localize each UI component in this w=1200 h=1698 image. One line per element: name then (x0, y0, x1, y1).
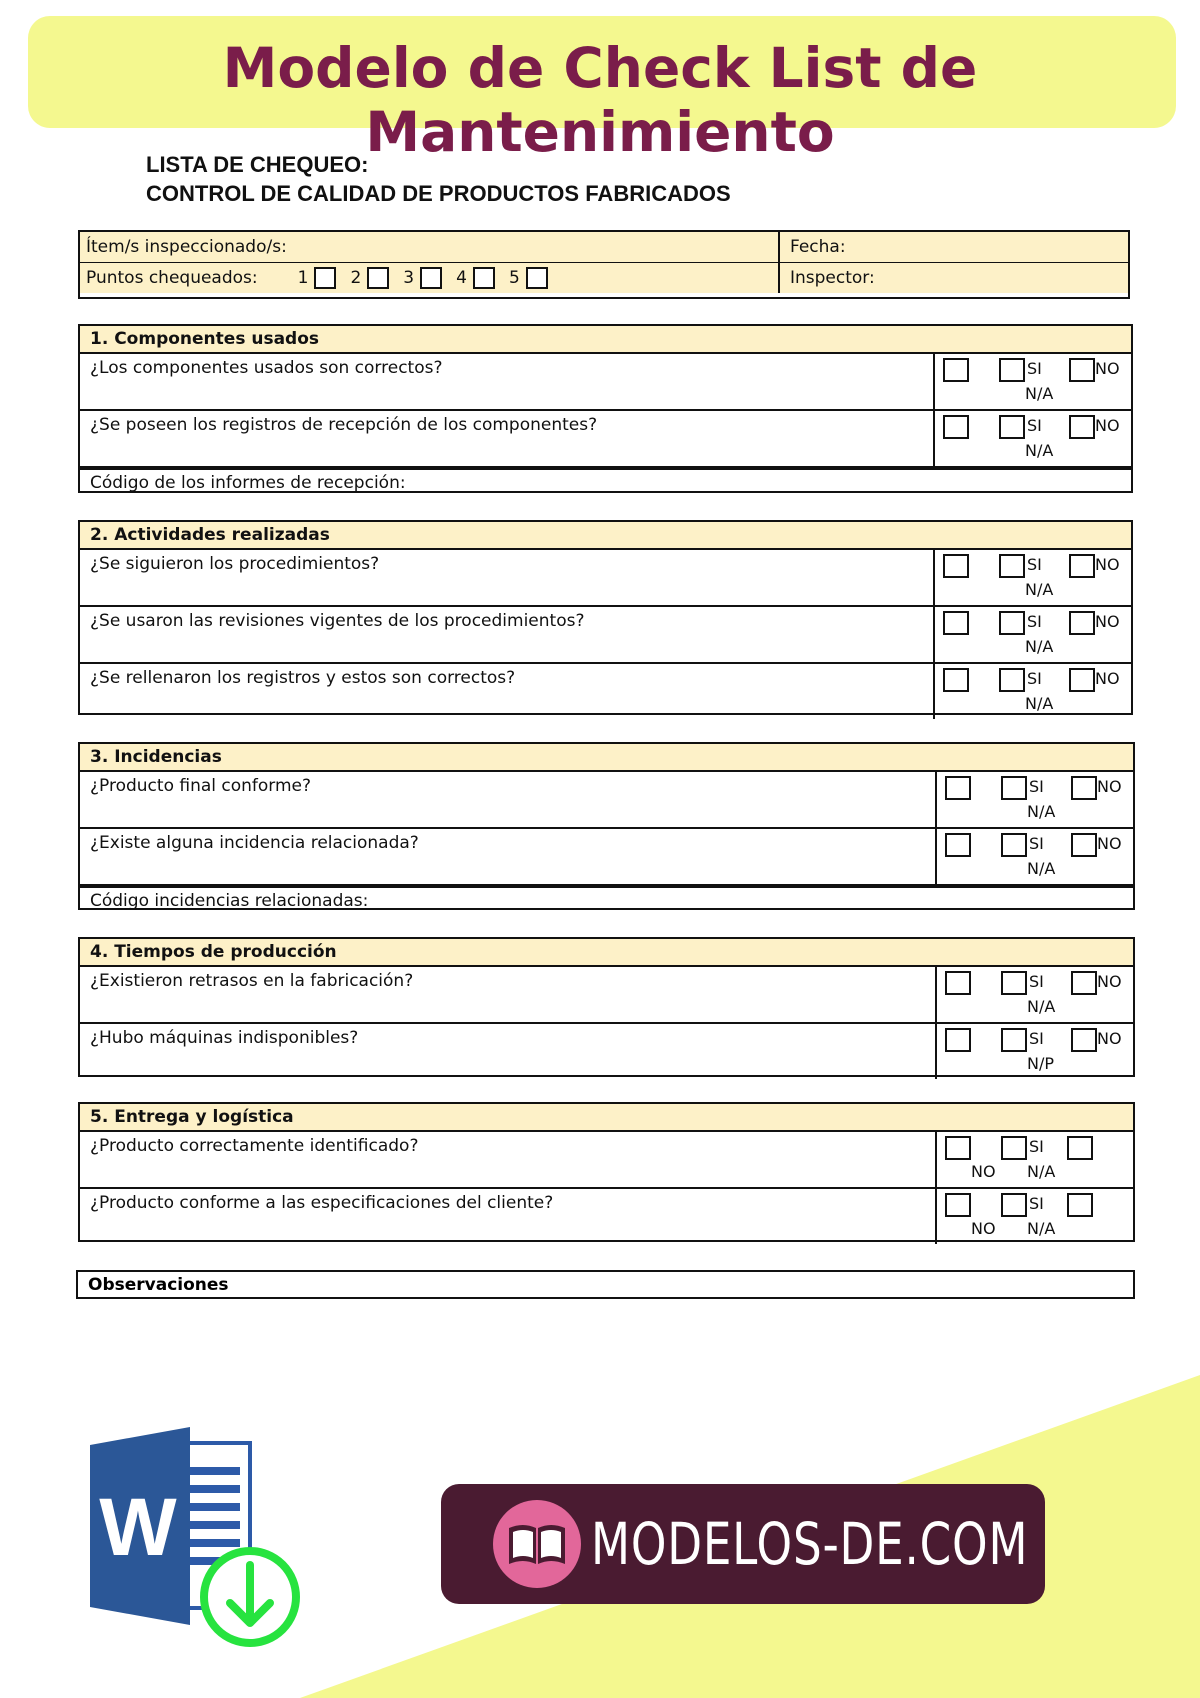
reception-code-field[interactable]: Código de los informes de recepción: (80, 468, 1131, 495)
point-checkbox[interactable] (367, 267, 389, 289)
answer-options (935, 829, 1133, 884)
question-row (80, 1189, 1133, 1244)
answer-checkbox[interactable] (999, 611, 1025, 635)
answer-checkbox[interactable] (1001, 1028, 1027, 1052)
info-row-items (80, 232, 1128, 263)
page-title: Modelo de Check List de Mantenimiento (222, 36, 978, 164)
answer-checkbox[interactable] (1069, 358, 1095, 382)
option-na-label: N/A (1027, 802, 1056, 821)
answer-options (933, 664, 1131, 719)
answer-checkbox[interactable] (1001, 1193, 1027, 1217)
option-no-label: NO (1097, 1029, 1122, 1048)
question-row (80, 354, 1131, 411)
question-text: ¿Los componentes usados son correctos? (90, 358, 443, 378)
answer-checkbox[interactable] (999, 668, 1025, 692)
answer-checkbox[interactable] (945, 1136, 971, 1160)
question-row (80, 607, 1131, 664)
option-na-label: N/A (1027, 1219, 1056, 1238)
answer-checkbox[interactable] (943, 358, 969, 382)
inspector-field[interactable]: Inspector: (790, 268, 875, 288)
answer-checkbox[interactable] (943, 554, 969, 578)
option-na-label: N/A (1025, 384, 1054, 403)
answer-checkbox[interactable] (1001, 1136, 1027, 1160)
question-text: ¿Se usaron las revisiones vigentes de los procedimientos? (90, 611, 585, 631)
answer-checkbox[interactable] (943, 668, 969, 692)
answer-checkbox[interactable] (945, 1193, 971, 1217)
answer-checkbox[interactable] (943, 611, 969, 635)
section-actividades (78, 520, 1133, 715)
answer-checkbox[interactable] (1071, 833, 1097, 857)
section-title: 5. Entrega y logística (80, 1104, 1133, 1132)
document-header-line1: LISTA DE CHEQUEO: (146, 152, 369, 177)
word-download-icon[interactable] (90, 1425, 310, 1655)
option-no-label: NO (1095, 416, 1120, 435)
info-row-points (80, 263, 1128, 293)
items-field[interactable]: Ítem/s inspeccionado/s: (80, 232, 780, 262)
point-number: 4 (456, 268, 467, 288)
point-checkbox[interactable] (526, 267, 548, 289)
option-si-label: SI (1027, 416, 1042, 435)
question-text: ¿Se siguieron los procedimientos? (90, 554, 380, 574)
option-si-label: SI (1029, 972, 1044, 991)
question-row (80, 550, 1131, 607)
option-si-label: SI (1027, 359, 1042, 378)
question-row (80, 664, 1131, 719)
answer-options (935, 1189, 1133, 1244)
answer-options (933, 607, 1131, 662)
section-entrega (78, 1102, 1135, 1242)
section-componentes (78, 324, 1133, 493)
section-title: 2. Actividades realizadas (80, 522, 1131, 550)
answer-options (935, 1132, 1133, 1187)
option-na-label: N/A (1025, 441, 1054, 460)
brand-name: MODELOS-DE.COM (591, 1510, 1029, 1578)
option-na-label: N/A (1027, 1162, 1056, 1181)
point-number: 3 (403, 268, 415, 288)
book-icon (491, 1498, 583, 1590)
option-si-label: SI (1029, 1029, 1044, 1048)
document-header-line2: CONTROL DE CALIDAD DE PRODUCTOS FABRICADOS (146, 181, 731, 206)
point-number: 5 (508, 268, 520, 288)
answer-checkbox[interactable] (999, 415, 1025, 439)
answer-checkbox[interactable] (1071, 971, 1097, 995)
answer-checkbox[interactable] (1001, 971, 1027, 995)
section-tiempos (78, 937, 1135, 1077)
option-no-label: NO (1095, 612, 1120, 631)
question-text: ¿Existieron retrasos en la fabricación? (90, 971, 414, 991)
option-np-label: N/P (1027, 1054, 1055, 1073)
answer-options (935, 772, 1133, 827)
answer-options (933, 411, 1131, 466)
option-no-label: NO (1095, 555, 1120, 574)
question-text: ¿Se rellenaron los registros y estos son correctos? (90, 668, 516, 688)
option-si-label: SI (1029, 834, 1044, 853)
option-no-label: NO (971, 1219, 996, 1238)
section-incidencias (78, 742, 1135, 910)
question-row (80, 1132, 1133, 1189)
answer-checkbox[interactable] (1071, 1028, 1097, 1052)
answer-checkbox[interactable] (945, 1028, 971, 1052)
question-row (80, 411, 1131, 468)
option-si-label: SI (1027, 669, 1042, 688)
answer-options (935, 1024, 1133, 1079)
option-si-label: SI (1027, 612, 1042, 631)
answer-checkbox[interactable] (1067, 1193, 1093, 1217)
document-header (146, 150, 731, 208)
question-row (80, 1024, 1133, 1079)
section-title: 3. Incidencias (80, 744, 1133, 772)
question-text: ¿Producto conforme a las especificaciones del cliente? (90, 1193, 554, 1213)
option-no-label: NO (1095, 669, 1120, 688)
info-box (78, 230, 1130, 299)
option-si-label: SI (1027, 555, 1042, 574)
answer-options (933, 354, 1131, 409)
point-checkbox[interactable] (473, 267, 495, 289)
answer-checkbox[interactable] (999, 358, 1025, 382)
answer-options (935, 967, 1133, 1022)
date-field[interactable]: Fecha: (790, 237, 846, 257)
answer-checkbox[interactable] (999, 554, 1025, 578)
answer-checkbox[interactable] (1001, 776, 1027, 800)
answer-checkbox[interactable] (1001, 833, 1027, 857)
option-na-label: N/A (1025, 637, 1054, 656)
option-si-label: SI (1029, 1137, 1044, 1156)
option-no-label: NO (1097, 834, 1122, 853)
answer-checkbox[interactable] (945, 776, 971, 800)
answer-checkbox[interactable] (1069, 611, 1095, 635)
question-row (80, 829, 1133, 886)
point-number: 2 (350, 268, 362, 288)
question-text: ¿Producto final conforme? (90, 776, 312, 796)
answer-checkbox[interactable] (1067, 1136, 1093, 1160)
section-title: 1. Componentes usados (80, 326, 1131, 354)
point-checkbox[interactable] (420, 267, 442, 289)
answer-checkbox[interactable] (1069, 554, 1095, 578)
observations-field[interactable]: Observaciones (76, 1270, 1135, 1299)
answer-checkbox[interactable] (1069, 668, 1095, 692)
option-no-label: NO (1097, 777, 1122, 796)
incident-code-field[interactable]: Código incidencias relacionadas: (80, 886, 1133, 913)
word-letter: W (99, 1482, 177, 1573)
answer-options (933, 550, 1131, 605)
option-na-label: N/A (1027, 859, 1056, 878)
question-row (80, 772, 1133, 829)
option-si-label: SI (1029, 1194, 1044, 1213)
option-si-label: SI (1029, 777, 1044, 796)
answer-checkbox[interactable] (945, 971, 971, 995)
section-title: 4. Tiempos de producción (80, 939, 1133, 967)
answer-checkbox[interactable] (1071, 776, 1097, 800)
option-na-label: N/A (1027, 997, 1056, 1016)
option-no-label: NO (971, 1162, 996, 1181)
question-row (80, 967, 1133, 1024)
question-text: ¿Se poseen los registros de recepción de los componentes? (90, 415, 598, 435)
brand-badge[interactable] (441, 1484, 1045, 1604)
answer-checkbox[interactable] (945, 833, 971, 857)
points-field (80, 263, 780, 293)
question-text: ¿Existe alguna incidencia relacionada? (90, 833, 419, 853)
question-text: ¿Hubo máquinas indisponibles? (90, 1028, 359, 1048)
point-checkbox[interactable] (314, 267, 336, 289)
answer-checkbox[interactable] (1069, 415, 1095, 439)
option-na-label: N/A (1025, 694, 1054, 713)
option-no-label: NO (1097, 972, 1122, 991)
question-text: ¿Producto correctamente identificado? (90, 1136, 419, 1156)
option-no-label: NO (1095, 359, 1120, 378)
point-number: 1 (297, 268, 309, 288)
points-label: Puntos chequeados: (86, 268, 258, 288)
answer-checkbox[interactable] (943, 415, 969, 439)
option-na-label: N/A (1025, 580, 1054, 599)
